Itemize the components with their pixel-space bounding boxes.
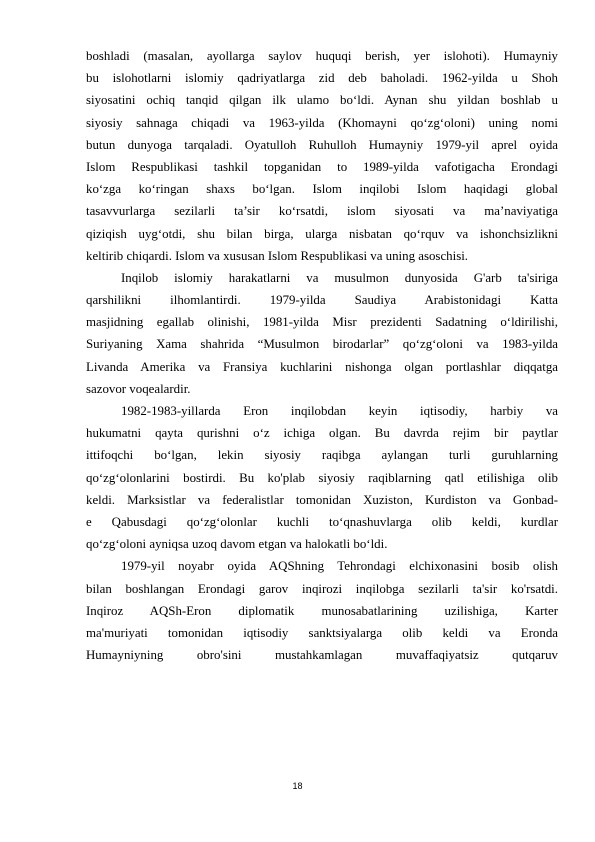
page-number: 18	[292, 781, 303, 791]
text-line: ittifoqchi bo‘lgan, lekin siyosiy raqibga aylangan turli guruhlarning	[86, 448, 558, 463]
text-line: Inqiroz AQSh-Eron diplomatik munosabatlarining uzilishiga, Karter	[86, 603, 558, 618]
text-line: bu islohotlarni islomiy qadriyatlarga zid deb baholadi. 1962-yilda u Shoh	[86, 71, 558, 86]
text-line: bilan boshlangan Erondagi garov inqirozi inqilobga sezilarli ta'sir ko'rsatdi.	[86, 581, 558, 596]
text-line: qo‘zg‘olonlarini bostirdi. Bu ko'plab siyosiy raqiblarning qatl etilishiga olib	[86, 470, 558, 485]
text-line: qo‘zg‘oloni ayniqsa uzoq davom etgan va halokatli bo‘ldi.	[86, 537, 388, 552]
text-line: keltirib chiqardi. Islom va xususan Islom Respublikasi va uning asoschisi.	[86, 248, 469, 263]
text-line: 1979-yil noyabr oyida AQShning Tehrondagi elchixonasini bosib olish	[121, 559, 558, 574]
text-line: siyosiy sahnaga chiqadi va 1963-yilda (Khomayni qo‘zg‘oloni) uning nomi	[86, 115, 558, 130]
text-line: Humayniyning obro'sini mustahkamlagan muvaffaqiyatsiz qutqaruv	[86, 648, 558, 663]
text-line: ko‘zga ko‘ringan shaxs bo‘lgan. Islom inqilobi Islom haqidagi global	[86, 182, 558, 197]
text-line: sazovor voqealardir.	[86, 381, 191, 396]
text-line: 1982-1983-yillarda Eron inqilobdan keyin iqtisodiy, harbiy va	[121, 404, 558, 418]
text-line: qarshilikni ilhomlantirdi. 1979-yilda Saudiya Arabistonidagi Katta	[86, 293, 558, 308]
text-line: Islom Respublikasi tashkil topganidan to 1989-yilda vafotigacha Erondagi	[86, 159, 558, 174]
text-line: hukumatni qayta qurishni o‘z ichiga olgan. Bu davrda rejim bir paytlar	[86, 426, 558, 441]
text-line: Livanda Amerika va Fransiya kuchlarini nishonga olgan portlashlar diqqatga	[86, 359, 558, 374]
text-line: e Qabusdagi qo‘zg‘olonlar kuchli to‘qnashuvlarga olib keldi, kurdlar	[86, 514, 558, 529]
text-line: masjidning egallab olinishi, 1981-yilda Misr prezidenti Sadatning o‘ldirilishi,	[86, 315, 558, 330]
text-line: Suriyaning Xama shahrida “Musulmon birodarlar” qo‘zg‘oloni va 1983-yilda	[86, 337, 558, 352]
text-line: tasavvurlarga sezilarli ta’sir ko‘rsatdi, islom siyosati va ma’naviyatiga	[86, 204, 558, 219]
text-line: Inqilob islomiy harakatlarni va musulmon dunyosida G'arb ta'siriga	[121, 270, 558, 285]
text-line: qiziqish uyg‘otdi, shu bilan birga, ularga nisbatan qo‘rquv va ishonchsizlikni	[86, 226, 558, 241]
document-body	[86, 45, 558, 666]
text-line: butun dunyoga tarqaladi. Oyatulloh Ruhulloh Humayniy 1979-yil aprel oyida	[86, 137, 558, 152]
text-line: keldi. Marksistlar va federalistlar tomonidan Xuziston, Kurdiston va Gonbad-	[86, 492, 558, 507]
text-line: ma'muriyati tomonidan iqtisodiy sanktsiyalarga olib keldi va Eronda	[86, 625, 558, 640]
text-line: boshladi (masalan, ayollarga saylov huquqi berish, yer islohoti). Humayniy	[86, 49, 558, 63]
text-line: siyosatini ochiq tanqid qilgan ilk ulamo bo‘ldi. Aynan shu yildan boshlab u	[86, 93, 558, 108]
